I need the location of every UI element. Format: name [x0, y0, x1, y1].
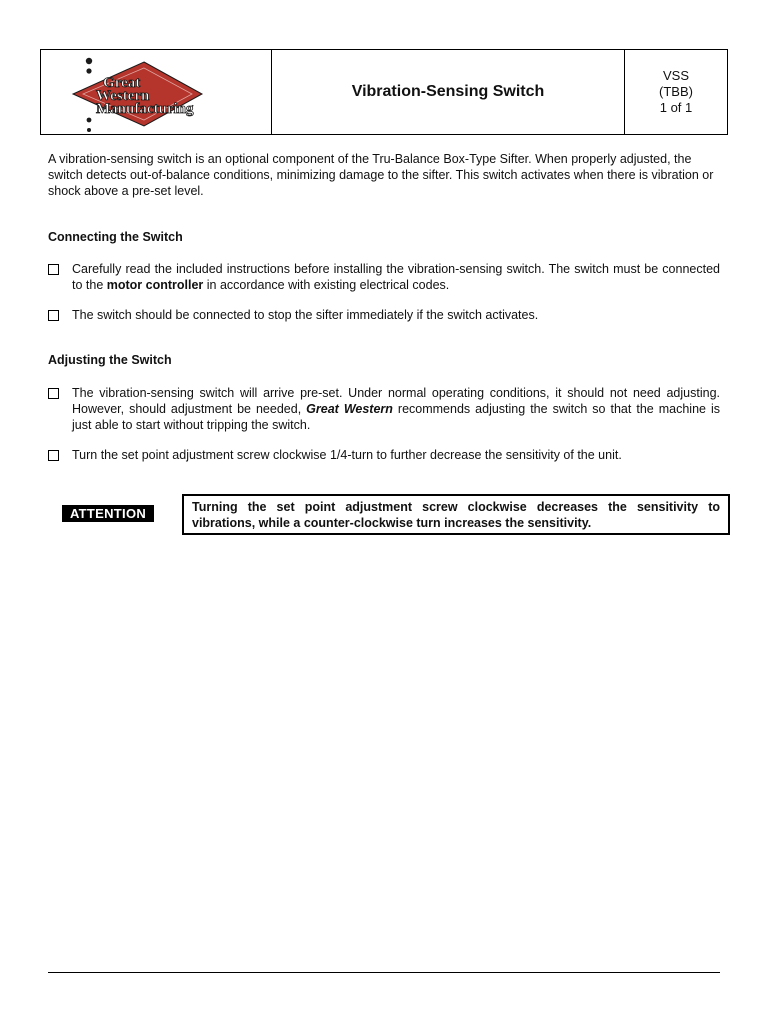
page-number: 1 of 1 — [659, 100, 693, 115]
checklist-item-text: Turn the set point adjustment screw clockwise 1/4-turn to further decrease the sensitivity of the unit. — [72, 448, 622, 462]
attention-note: Turning the set point adjustment screw clockwise decreases the sensitivity to vibrations, while a counter-clockwise turn increases the sensitivity. — [182, 494, 730, 535]
section-heading-adjusting: Adjusting the Switch — [48, 353, 172, 367]
checkbox[interactable] — [48, 264, 59, 275]
document-title: Vibration-Sensing Switch — [272, 50, 625, 134]
checklist-item-connect-2 — [48, 307, 720, 323]
document-code: VSS — [662, 68, 689, 83]
checkbox[interactable] — [48, 388, 59, 399]
emphasis-motor-controller: motor controller — [106, 278, 204, 292]
logo-word-3: Manufacturing — [96, 101, 194, 117]
intro-paragraph: A vibration-sensing switch is an optional component of the Tru-Balance Box-Type Sifter. When properly adjusted, the switch detects out-of-balance conditions, minimizing damage to the sifter. This switch activates when there is vibration or shock above a pre-set level. — [48, 152, 714, 198]
great-western-logo — [69, 54, 254, 134]
checklist-item-connect-1 — [48, 261, 720, 293]
checklist-item-adjust-2 — [48, 447, 720, 463]
emphasis-great-western: Great Western — [306, 402, 393, 416]
document-model: (TBB) — [659, 84, 693, 99]
section-heading-connecting: Connecting the Switch — [48, 230, 183, 244]
text-segment: Carefully read the included instructions before installing the vibration-sensing switch. The switch must be connected to the — [72, 262, 720, 292]
text-segment: recommends adjusting the switch so that the machine is just able to start without tripping the switch. — [72, 402, 720, 432]
checkbox[interactable] — [48, 450, 59, 461]
logo-cell — [41, 50, 272, 134]
checklist-item-adjust-1 — [48, 385, 720, 433]
logo-word-1: Great — [103, 75, 141, 91]
checklist-item-text: The switch should be connected to stop the sifter immediately if the switch activates. — [72, 308, 539, 322]
checkbox[interactable] — [48, 310, 59, 321]
logo-word-2: Western — [96, 88, 150, 104]
text-segment: in accordance with existing electrical codes. — [203, 278, 450, 292]
checklist-item-text — [72, 385, 720, 433]
document-header — [40, 49, 728, 135]
attention-label: ATTENTION — [62, 505, 154, 522]
checklist-item-text — [72, 261, 720, 293]
document-code-cell — [625, 50, 727, 134]
text-segment: The vibration-sensing switch will arrive pre-set. Under normal operating conditions, it should not need adjusting. However, should adjustment be needed, — [72, 386, 720, 416]
footer-divider — [48, 972, 720, 973]
